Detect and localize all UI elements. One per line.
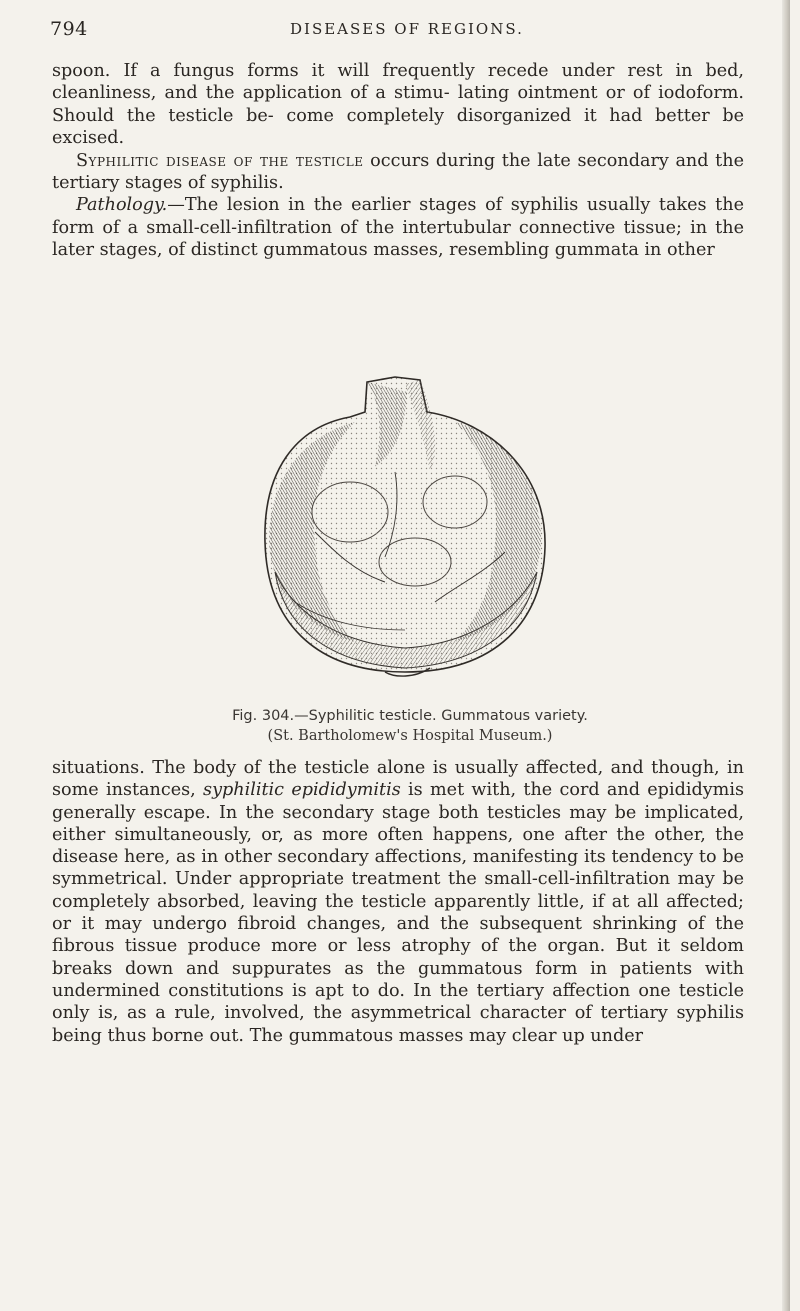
paragraph-4-part-1: situations. The body of the testicle alone is usually affected, and though, in some instances,	[52, 758, 744, 801]
text-bottom	[52, 757, 744, 1047]
paragraph-1-line-3: lating ointment or of iodoform. Should the testicle be-	[52, 83, 745, 126]
text-top	[52, 60, 744, 262]
figure-caption-line-2: (St. Bartholomew's Hospital Museum.)	[267, 728, 553, 744]
paragraph-4-italic: syphilitic epididymitis	[203, 780, 401, 801]
figure-caption-line-1: Fig. 304.—Syphilitic testicle. Gummatous variety.	[232, 708, 588, 724]
paragraph-2-heading: Syphilitic disease of the testicle	[76, 150, 364, 171]
figure-caption	[180, 706, 640, 746]
paragraph-4	[52, 757, 744, 1047]
testicle-illustration	[255, 372, 555, 690]
paragraph-3	[52, 194, 744, 261]
running-head-title: DISEASES OF REGIONS.	[290, 20, 524, 38]
paragraph-1-line-1: spoon. If a fungus forms it will frequently recede under	[52, 61, 615, 81]
page-edge	[782, 0, 790, 1311]
paragraph-2-body: occurs during the late secondary and the tertiary stages of syphilis.	[52, 150, 744, 194]
paragraph-1-line-2: rest in bed, cleanliness, and the application of a stimu-	[52, 61, 745, 104]
figure-testicle-engraving	[255, 372, 555, 690]
paragraph-3-heading: Pathology.	[76, 195, 168, 216]
paragraph-3-body: —The lesion in the earlier stages of syphilis usually takes the form of a small-cell-infiltration of the intertubular connective tissue; in the later stages, of distinct gummatous masses, resembling gummata in other	[52, 195, 744, 261]
paragraph-1	[52, 60, 744, 150]
paragraph-4-part-2: is met with, the cord and epididymis generally escape. In the secondary stage both testicles may be implicated, either simultaneously, or, as more often happens, one after the other, the disease here, as in other secondary affections, manifesting its tendency to be symmetrical. Under appropriate treatment the small-cell-infiltration may be completely absorbed, leaving the testicle apparently little, if at all affected; or it may undergo fibroid changes, and the subsequent shrinking of the fibrous tissue produce more or less atrophy of the organ. But it seldom breaks down and suppurates as the gummatous form in patients with undermined constitutions is apt to do. In the tertiary affection one testicle only is, as a rule, involved, the asymmetrical character of tertiary syphilis being thus borne out. The gummatous masses may clear up under	[52, 780, 744, 1046]
paragraph-1-line-4: come completely disorganized it had better be excised.	[52, 105, 744, 149]
paragraph-2	[52, 150, 744, 195]
page-number: 794	[50, 18, 88, 40]
running-head	[50, 18, 740, 46]
